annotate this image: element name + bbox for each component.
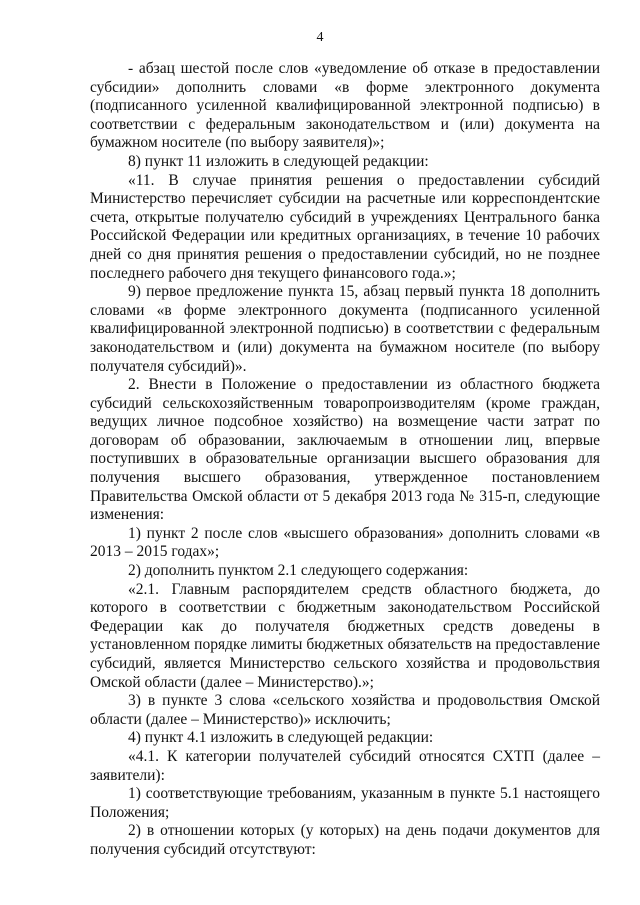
paragraph-section-2: 2. Внести в Положение о предоставлении из областного бюджета субсидий сельскохозяйственным товаропроизводителям (кроме граждан, ведущих личное подсобное хозяйство) на возмещение части затрат по договорам об образовании, заключаемым в отношении лиц, впервые поступивших в образовательные организации высшего образования для получения высшего образования, утвержденное постановлением Правительства Омской области от 5 декабря 2013 года № 315-п, следующие изменения:: [90, 376, 600, 524]
paragraph-sub-4: 4) пункт 4.1 изложить в следующей редакции:: [128, 729, 434, 747]
paragraph-abzac-shestoy: - абзац шестой после слов «уведомление об отказе в предоставлении субсидии» дополнить словами «в форме электронного документа (подписанного усиленной квалифицированной электронной подписью) в соответствии с федеральным законодательством и (или) документа на бумажном носителе (по выбору заявителя)»;: [90, 60, 600, 152]
page-number: 4: [316, 30, 324, 45]
paragraph-list-1: 1) соответствующие требованиям, указанным в пункте 5.1 настоящего Положения;: [90, 785, 600, 821]
paragraph-item-8: 8) пункт 11 изложить в следующей редакции:: [128, 152, 429, 170]
paragraph-sub-2: 2) дополнить пунктом 2.1 следующего содержания:: [128, 562, 469, 580]
paragraph-item-9: 9) первое предложение пункта 15, абзац первый пункта 18 дополнить словами «в форме электронного документа (подписанного усиленной квалифицированной электронной подписью) в соответствии с федеральным законодательством и (или) документа на бумажном носителе (по выбору получателя субсидий)».: [90, 283, 600, 375]
document-body: [90, 60, 600, 860]
paragraph-sub-3: 3) в пункте 3 слова «сельского хозяйства и продовольствия Омской области (далее – Министерство)» исключить;: [90, 692, 600, 728]
paragraph-point-2-1-text: «2.1. Главным распорядителем средств областного бюджета, до которого в соответствии с бюджетным законодательством Российской Федерации как до получателя бюджетных средств доведены в установленном порядке лимиты бюджетных обязательств на предоставление субсидий, является Министерство сельского хозяйства и продовольствия Омской области (далее – Министерство).»;: [90, 580, 600, 691]
paragraph-list-2: 2) в отношении которых (у которых) на день подачи документов для получения субсидий отсутствуют:: [90, 822, 600, 858]
paragraph-point-4-1-text: «4.1. К категории получателей субсидий относятся СХТП (далее – заявители):: [90, 747, 600, 784]
paragraph-point-11-text: «11. В случае принятия решения о предоставлении субсидий Министерство перечисляет субсидии на расчетные или корреспондентские счета, открытые получателю субсидий в учреждениях Центрального банка Российской Федерации или кредитных организациях, в течение 10 рабочих дней со дня принятия решения о предоставлении субсидий, но не позднее последнего рабочего дня текущего финансового года.»;: [90, 171, 600, 282]
paragraph-sub-1: 1) пункт 2 после слов «высшего образования» дополнить словами «в 2013 – 2015 годах»;: [90, 524, 600, 561]
